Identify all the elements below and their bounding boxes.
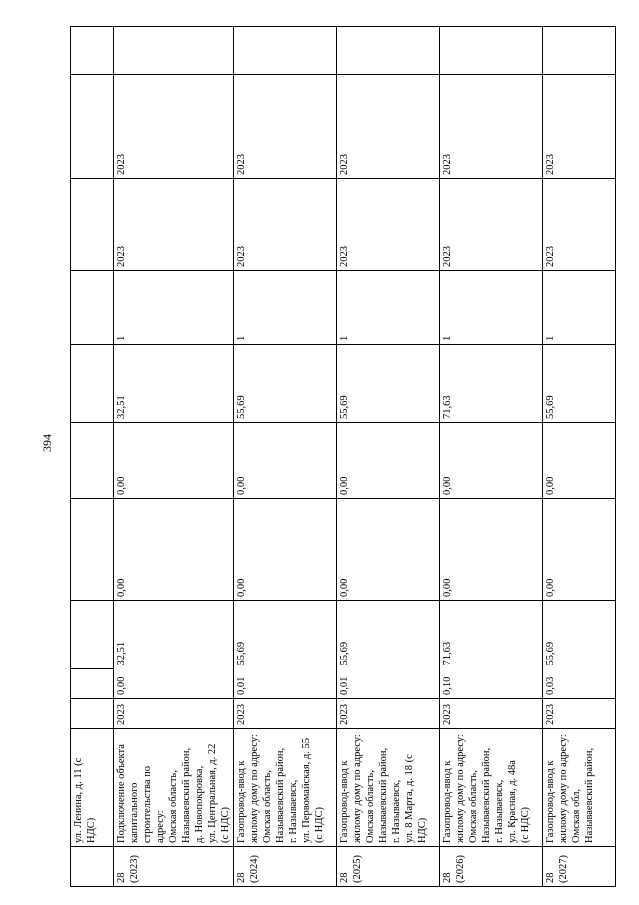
cell-value-1: 0,03 [543, 669, 616, 699]
cell-value-2: 55,69 [543, 601, 616, 669]
data-table [70, 26, 616, 887]
empty-cell [114, 27, 234, 75]
cell-id: 28 (2025) [337, 847, 440, 887]
cell-value-3: 0,00 [114, 499, 234, 601]
cell-year-start: 2023 [114, 179, 234, 271]
cell-value-5: 55,69 [337, 345, 440, 423]
cell-year: 2023 [543, 699, 616, 729]
cell-year-end: 2023 [234, 75, 337, 179]
table-row [234, 27, 337, 887]
cell-object-name: Газопровод-ввод к жилому дому по адресу: Омская область, Называевский район, г. Называевск, ул. Первомайская, д. 55 (с НДС) [234, 729, 337, 847]
cell-value-2: 55,69 [234, 601, 337, 669]
cell-object-name: Газопровод-ввод к жилому дому по адресу: Омская область, Называевский район, г. Называевск, ул. 8 Марта, д. 18 (с НДС) [337, 729, 440, 847]
cell-value-2: 71,63 [440, 601, 543, 669]
cell-year-start: 2023 [543, 179, 616, 271]
table-row-continuation [71, 27, 114, 887]
cell-year-end: 2023 [337, 75, 440, 179]
cell-count: 1 [440, 271, 543, 345]
cell-value-4: 0,00 [440, 423, 543, 499]
cell-id: 28 (2026) [440, 847, 543, 887]
cell-year: 2023 [337, 699, 440, 729]
table-row [337, 27, 440, 887]
cell-count: 1 [337, 271, 440, 345]
cell-year-end: 2023 [543, 75, 616, 179]
cell-value-5: 55,69 [234, 345, 337, 423]
cell-value-4: 0,00 [337, 423, 440, 499]
empty-cell [71, 847, 114, 887]
cell-value-1: 0,00 [114, 669, 234, 699]
rotated-table-wrapper [70, 27, 595, 887]
table-row [114, 27, 234, 887]
table-row [440, 27, 543, 887]
empty-cell [337, 27, 440, 75]
cell-year-start: 2023 [234, 179, 337, 271]
page-number: 394 [40, 434, 54, 452]
cell-value-2: 55,69 [337, 601, 440, 669]
cell-id: 28 (2023) [114, 847, 234, 887]
cell-id: 28 (2024) [234, 847, 337, 887]
empty-cell [543, 27, 616, 75]
empty-cell [71, 601, 114, 669]
cell-year-end: 2023 [114, 75, 234, 179]
cell-value-3: 0,00 [543, 499, 616, 601]
cell-value-3: 0,00 [234, 499, 337, 601]
cell-object-name: Подключение объекта капитального строительства по адресу: Омская область, Называевский район, д. Новопокровка, ул. Центральная, д. 22 (с НДС) [114, 729, 234, 847]
cell-object-name: Газопровод-ввод к жилому дому по адресу: Омская область, Называевский район, г. Называевск, ул. Красная, д. 48а (с НДС) [440, 729, 543, 847]
cell-value-5: 55,69 [543, 345, 616, 423]
cell-value-4: 0,00 [114, 423, 234, 499]
cell-year-start: 2023 [440, 179, 543, 271]
cell-year-end: 2023 [440, 75, 543, 179]
empty-cell [234, 27, 337, 75]
cell-count: 1 [543, 271, 616, 345]
cell-count: 1 [234, 271, 337, 345]
cell-object-name: Газопровод-ввод к жилому дому по адресу: Омская обл, Называевский район, [543, 729, 616, 847]
empty-cell [71, 179, 114, 271]
cell-value-3: 0,00 [337, 499, 440, 601]
empty-cell [71, 75, 114, 179]
cell-value-4: 0,00 [234, 423, 337, 499]
cell-value-5: 71,63 [440, 345, 543, 423]
cell-year: 2023 [114, 699, 234, 729]
cell-year: 2023 [234, 699, 337, 729]
cell-continuation-text: ул. Ленина, д. 11 (с НДС) [71, 729, 114, 847]
empty-cell [71, 423, 114, 499]
empty-cell [71, 345, 114, 423]
cell-value-5: 32,51 [114, 345, 234, 423]
empty-cell [71, 271, 114, 345]
empty-cell [71, 27, 114, 75]
cell-value-1: 0,01 [234, 669, 337, 699]
cell-value-3: 0,00 [440, 499, 543, 601]
empty-cell [71, 669, 114, 699]
empty-cell [71, 499, 114, 601]
cell-value-1: 0,01 [337, 669, 440, 699]
cell-count: 1 [114, 271, 234, 345]
cell-year: 2023 [440, 699, 543, 729]
empty-cell [71, 699, 114, 729]
cell-id: 28 (2027) [543, 847, 616, 887]
cell-value-4: 0,00 [543, 423, 616, 499]
cell-value-2: 32,51 [114, 601, 234, 669]
cell-value-1: 0,10 [440, 669, 543, 699]
table-row [543, 27, 616, 887]
cell-year-start: 2023 [337, 179, 440, 271]
empty-cell [440, 27, 543, 75]
